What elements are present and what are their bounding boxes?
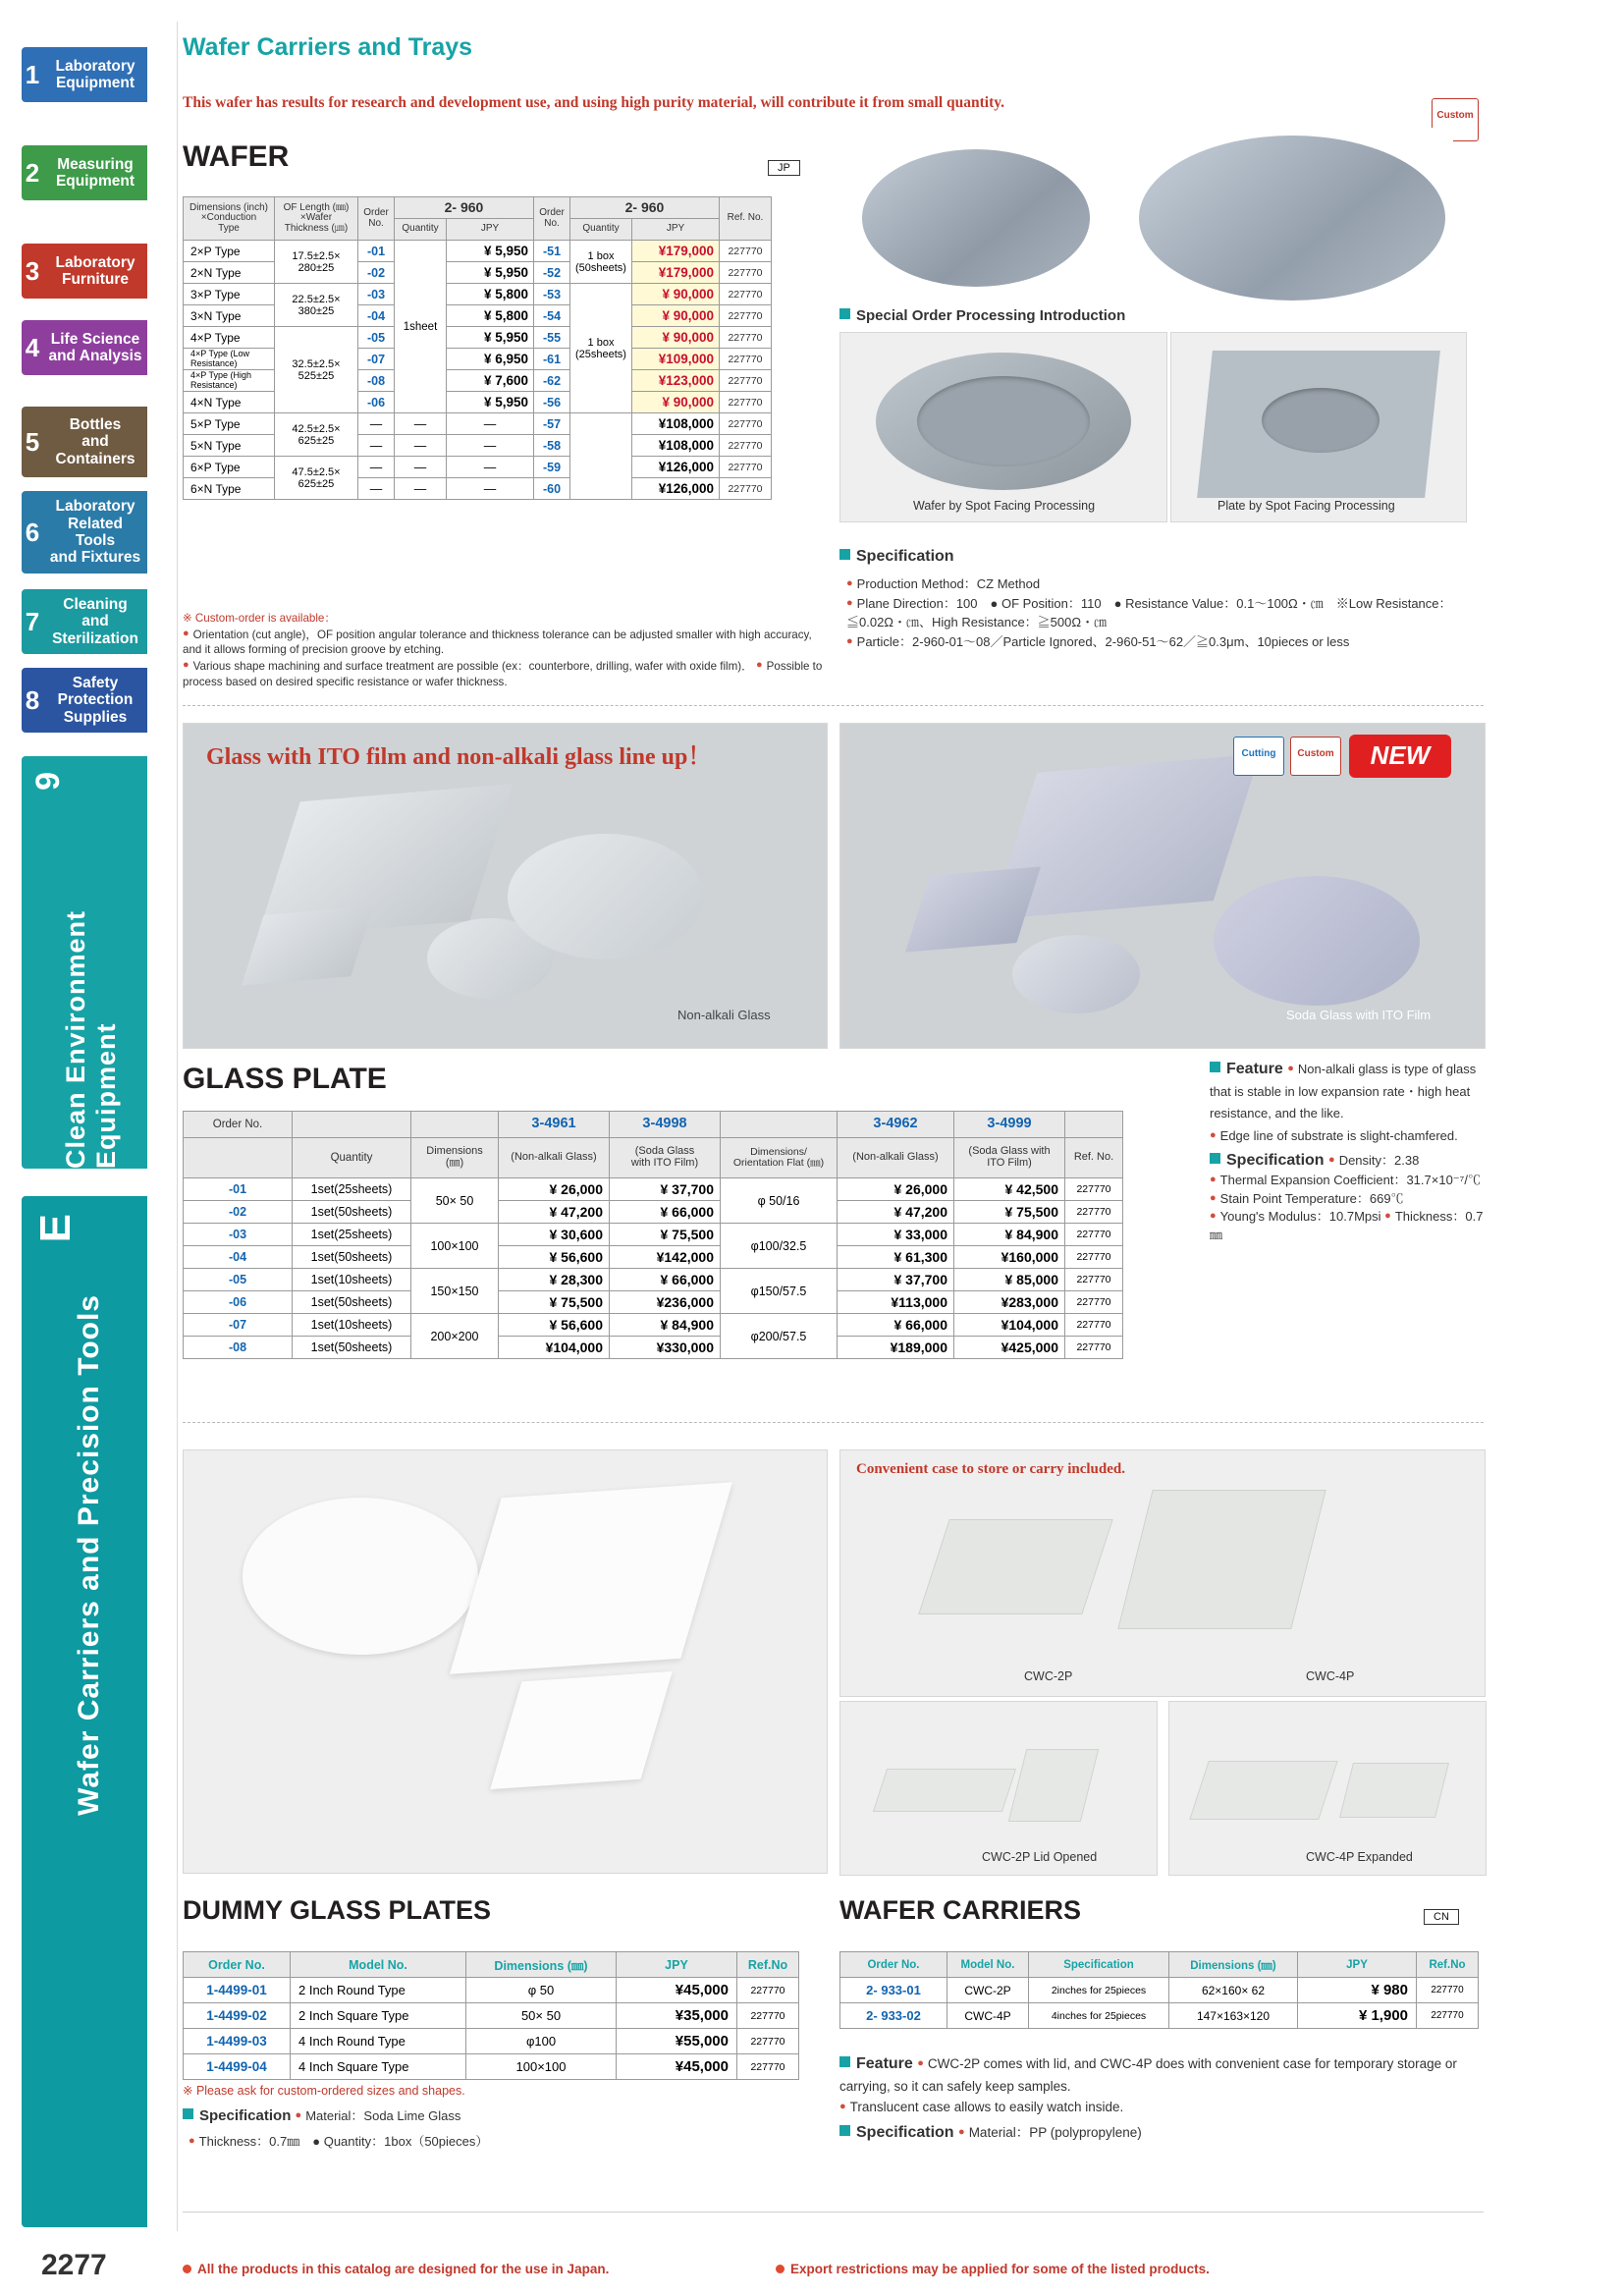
- carriers-spec-line: Material：PP (polypropylene): [968, 2124, 1142, 2140]
- dummy-spec-line-1: Material：Soda Lime Glass: [305, 2108, 461, 2123]
- divider-1: [183, 705, 1484, 706]
- cutting-badge-label: Cutting: [1241, 748, 1276, 759]
- sidebar-section-wafer-carriers[interactable]: [22, 1196, 147, 2227]
- case-caption-lid-opened: CWC-2P Lid Opened: [982, 1850, 1098, 1864]
- wafer-photo-round-2: [1129, 128, 1453, 304]
- wafer-photo-round-1: [844, 137, 1109, 295]
- sidebar-item-number: 3: [25, 256, 40, 286]
- page-lead: This wafer has results for research and development use, and using high purity material, will contribute it from small quantity.: [183, 94, 1005, 111]
- wafer-section-title: WAFER: [183, 140, 290, 173]
- sidebar-item-number: 7: [25, 607, 40, 636]
- sidebar-item-number: 2: [25, 158, 40, 188]
- glass-spec-line-4: Young's Modulus：10.7Mpsi: [1219, 1209, 1381, 1225]
- carriers-feature-title: Feature: [856, 2055, 913, 2072]
- cutting-badge: [1233, 737, 1284, 776]
- wafer-price-table: Dimensions (inch) ×Conduction Type OF Length (㎜) ×Wafer Thickness (㎛) Order No. 2- 960 Order No. 2- 960 Ref. No. Quantity JPY Quantity JPY 2×P Type 17.5±2.5× 280±25 -01 1sheet ¥ 5,950 -51 1 box (50sheets) ¥179,000 227770 2×N Type -02 ¥ 5,950 -52 ¥179,000 227770 3×P Type 22.5±2.5× 380±25 -03 ¥ 5,800 -53 1 box (25sheets) ¥ 90,000 227770 3×N Type -04 ¥ 5,800 -54 ¥ 90,000 227770 4×P Type 32.5±2.5× 525±25 -05 ¥ 5,950 -55 ¥ 90,000 227770 4×P Type (Low Resistance) -07 ¥ 6,950 -61 ¥109,000 227770 4×P Type (High Resistance) -08 ¥ 7,600 -62 ¥123,000 227770 4×N Type -06 ¥ 5,950 -56 ¥ 90,000 227770 5×P Type 42.5±2.5× 625±25 — — — -57 ¥108,000 227770 5×N Type — — — -58 ¥108,000 227770 6×P Type 47.5±2.5× 625±25 — — — -59 ¥126,000 227770 6×N Type — — — -60 ¥126,000 227770: [183, 196, 772, 500]
- case-headline: Convenient case to store or carry included.: [856, 1461, 1125, 1477]
- dummy-spec-title-text: Specification: [199, 2107, 292, 2124]
- dummy-note: ※ Please ask for custom-ordered sizes and shapes.: [183, 2084, 465, 2098]
- glass-plate-feature: Feature ● Non-alkali glass is type of glass that is stable in low expansion rate・high heat resistance, and the like. ● Edge line of substrate is slight-chamfered. Specification ● Density：2.38 ● Thermal Expansion Coefficient：31.7×10⁻⁷/℃ ● Stain Point Temperature：669℃ ● Young's Modulus：10.7Mpsi ● Thickness：0.7㎜: [1210, 1061, 1484, 1242]
- glass-spec-line-5: Thickness：0.7㎜: [1210, 1209, 1484, 1242]
- sidebar: [0, 0, 165, 2296]
- sidebar-item-cleaning-and-sterilization[interactable]: [22, 589, 147, 654]
- content-divider: [177, 22, 178, 2231]
- sidebar-item-laboratory-furniture[interactable]: [22, 244, 147, 299]
- wafer-spec-line-2: Plane Direction：100 ● OF Position：110 ● Resistance Value：0.1～100Ω・㎝ ※Low Resistance：≦0.02Ω・㎝、High Resistance：≧500Ω・㎝: [846, 595, 1452, 629]
- special-order-photo-plate: [1170, 332, 1467, 522]
- sidebar-item-laboratory-related-tools[interactable]: [22, 491, 147, 574]
- banner-non-alkali-glass: [183, 723, 828, 1049]
- dummy-spec-title: Specification ● Material：Soda Lime Glass: [183, 2105, 460, 2124]
- sidebar-item-safety-protection-supplies[interactable]: [22, 668, 147, 733]
- sidebar-item-number: 1: [25, 60, 40, 89]
- sidebar-item-label: Safety Protection Supplies: [57, 674, 134, 726]
- case-caption-cwc2p: CWC-2P: [1024, 1669, 1073, 1683]
- sidebar-item-number: 4: [25, 333, 40, 362]
- sidebar-item-label: Laboratory Equipment: [55, 57, 135, 91]
- carriers-spec-title: Specification: [856, 2123, 954, 2141]
- carriers-feature-line-1: CWC-2P comes with lid, and CWC-4P does with convenient case for temporary storage or carrying, so it can safely keep samples.: [839, 2056, 1457, 2095]
- footer-divider: [183, 2212, 1484, 2213]
- jp-origin-label: JP: [778, 162, 790, 174]
- banner-left-text: Glass with ITO film and non-alkali glass line up！: [206, 744, 712, 770]
- wafer-spec-line-3: Particle：2-960-01～08／Particle Ignored、2-960-51～62／≧0.3μm、10pieces or less: [856, 633, 1350, 649]
- special-order-title-text: Special Order Processing Introduction: [856, 307, 1126, 324]
- glass-plate-title: GLASS PLATE: [183, 1063, 387, 1095]
- wafer-carriers-table: Order No. Model No. Specification Dimensions (㎜) JPY Ref.No 2- 933-01 CWC-2P 2inches for 25pieces 62×160× 62 ¥ 980 227770 2- 933-02 CWC-4P 4inches for 25pieces 147×163×120 ¥ 1,900 227770: [839, 1951, 1479, 2029]
- sidebar-section-title: Wafer Carriers and Precision Tools: [73, 1294, 105, 1816]
- sidebar-item-number: 6: [25, 518, 40, 547]
- glass-feature-title: Feature: [1226, 1061, 1283, 1077]
- footer-note-right: [776, 2262, 1210, 2276]
- dummy-glass-photo: [183, 1449, 828, 1874]
- sidebar-item-label: Cleaning and Sterilization: [52, 595, 138, 647]
- glass-spec-line-1: Density：2.38: [1338, 1152, 1420, 1168]
- footer-note-left-text: All the products in this catalog are designed for the use in Japan.: [197, 2262, 610, 2276]
- glass-feature-line-2: Edge line of substrate is slight-chamfered.: [1219, 1128, 1458, 1144]
- special-order-caption-1: Wafer by Spot Facing Processing: [913, 499, 1096, 513]
- glass-spec-line-3: Stain Point Temperature：669℃: [1219, 1190, 1404, 1206]
- sidebar-item-label: Laboratory Related Tools and Fixtures: [49, 498, 141, 567]
- dummy-spec-line-2: Thickness：0.7㎜ ● Quantity：1box（50pieces）: [198, 2134, 489, 2149]
- sidebar-section-letter: E: [31, 1214, 80, 1243]
- wafer-note-3: Possible to process based on desired specific resistance or wafer thickness.: [183, 659, 823, 688]
- wafer-note-1: Orientation (cut angle)，OF position angular tolerance and thickness tolerance can be adjusted smaller with high accuracy, and it allows forming of precision groove by etching.: [183, 628, 812, 657]
- sidebar-item-label: Life Science and Analysis: [48, 330, 142, 364]
- carrier-case-photo: [839, 1449, 1486, 1697]
- banner-right-caption: Soda Glass with ITO Film: [1286, 1008, 1432, 1022]
- cn-origin-badge: [1424, 1909, 1459, 1925]
- custom-badge-banner-label: Custom: [1297, 748, 1334, 759]
- cn-origin-label: CN: [1434, 1911, 1449, 1923]
- sidebar-item-label: Measuring Equipment: [55, 155, 135, 190]
- dummy-glass-table: Order No. Model No. Dimensions (㎜) JPY Ref.No 1-4499-01 2 Inch Round Type φ 50 ¥45,000 227770 1-4499-02 2 Inch Square Type 50× 50 ¥35,000 227770 1-4499-03 4 Inch Round Type φ100 ¥55,000 227770 1-4499-04 4 Inch Square Type 100×100 ¥45,000 227770: [183, 1951, 799, 2080]
- custom-badge-label: Custom: [1436, 110, 1474, 121]
- carriers-feature: Feature ● CWC-2P comes with lid, and CWC-4P does with convenient case for temporary storage or carrying, so it can safely keep samples. ● Translucent case allows to easily watch inside. Specification ● Material：PP (polypropylene): [839, 2055, 1457, 2141]
- banner-left-caption: Non-alkali Glass: [677, 1008, 771, 1022]
- sidebar-item-label: Bottles and Containers: [55, 415, 135, 467]
- special-order-title: [839, 307, 1125, 324]
- sidebar-item-measuring-equipment[interactable]: [22, 145, 147, 200]
- case-caption-expanded: CWC-4P Expanded: [1306, 1850, 1413, 1864]
- special-order-caption-2: Plate by Spot Facing Processing: [1217, 499, 1395, 513]
- footer-note-right-text: Export restrictions may be applied for some of the listed products.: [790, 2262, 1210, 2276]
- custom-badge-banner: [1290, 737, 1341, 776]
- sidebar-item-life-science-and-analysis[interactable]: [22, 320, 147, 375]
- sidebar-item-number: 5: [25, 427, 40, 457]
- wafer-custom-notes: ※ Custom-order is available： ● Orientation (cut angle)，OF position angular tolerance and thickness tolerance can be adjusted smaller with high accuracy, and it allows forming of precision groove by etching. ● Various shape machining and surface treatment are possible (ex：counterbore, drilling, wafer with oxide film)． ● Possible to process based on desired specific resistance or wafer thickness.: [183, 612, 823, 688]
- divider-2: [183, 1422, 1484, 1423]
- sidebar-chapter-title: Clean Environment Equipment: [61, 909, 121, 1169]
- case-caption-cwc4p: CWC-4P: [1306, 1669, 1355, 1683]
- sidebar-item-number: 8: [25, 685, 40, 715]
- wafer-spec-body: ● Production Method：CZ Method ● Plane Direction：100 ● OF Position：110 ● Resistance Value：0.1～100Ω・㎝ ※Low Resistance：≦0.02Ω・㎝、High Resistance：≧500Ω・㎝ ● Particle：2-960-01～08／Particle Ignored、2-960-51～62／≧0.3μm、10pieces or less: [846, 576, 1452, 649]
- sidebar-chapter-number: 9: [29, 772, 67, 791]
- carriers-section-title: WAFER CARRIERS: [839, 1895, 1082, 1925]
- special-order-photo-wafer: [839, 332, 1167, 522]
- page-title: Wafer Carriers and Trays: [183, 33, 473, 61]
- sidebar-item-label: Laboratory Furniture: [55, 253, 135, 288]
- glass-spec-line-2: Thermal Expansion Coefficient：31.7×10⁻⁷/℃: [1219, 1173, 1481, 1188]
- wafer-notes-title: ※ Custom-order is available：: [183, 612, 336, 625]
- new-badge-label: NEW: [1370, 740, 1431, 770]
- carriers-feature-line-2: Translucent case allows to easily watch inside.: [849, 2100, 1124, 2115]
- footer-note-left: [183, 2262, 609, 2276]
- dummy-section-title: DUMMY GLASS PLATES: [183, 1895, 492, 1925]
- wafer-spec-line-1: Production Method：CZ Method: [856, 576, 1041, 591]
- dummy-spec-line-2-row: ● Thickness：0.7㎜ ● Quantity：1box（50pieces）: [189, 2134, 489, 2149]
- jp-origin-badge: [768, 160, 800, 176]
- new-badge: [1349, 735, 1451, 778]
- sidebar-chapter-clean-environment[interactable]: [22, 756, 147, 1169]
- page-number: 2277: [41, 2249, 107, 2281]
- wafer-spec-title: [839, 548, 954, 566]
- sidebar-item-bottles-and-containers[interactable]: [22, 407, 147, 477]
- wafer-spec-title-text: Specification: [856, 548, 954, 565]
- wafer-note-2: Various shape machining and surface treatment are possible (ex：counterbore, drilling, wafer with oxide film)．: [192, 659, 753, 673]
- glass-plate-price-table: Order No. 3-4961 3-4998 3-4962 3-4999 Quantity Dimensions (㎜) (Non-alkali Glass) (Soda Glass with ITO Film) Dimensions/ Orientation Flat (㎜) (Non-alkali Glass) (Soda Glass with ITO Film) Ref. No. -01 1set(25sheets) 50× 50 ¥ 26,000 ¥ 37,700 φ 50/16 ¥ 26,000 ¥ 42,500 227770 -02 1set(50sheets) ¥ 47,200 ¥ 66,000 ¥ 47,200 ¥ 75,500 227770 -03 1set(25sheets) 100×100 ¥ 30,600 ¥ 75,500 φ100/32.5 ¥ 33,000 ¥ 84,900 227770 -04 1set(50sheets) ¥ 56,600 ¥142,000 ¥ 61,300 ¥160,000 227770 -05 1set(10sheets) 150×150 ¥ 28,300 ¥ 66,000 φ150/57.5 ¥ 37,700 ¥ 85,000 227770 -06 1set(50sheets) ¥ 75,500 ¥236,000 ¥113,000 ¥283,000 227770 -07 1set(10sheets) 200×200 ¥ 56,600 ¥ 84,900 φ200/57.5 ¥ 66,000 ¥104,000 227770 -08 1set(50sheets) ¥104,000 ¥330,000 ¥189,000 ¥425,000 227770: [183, 1111, 1123, 1359]
- glass-spec-title: Specification: [1226, 1151, 1325, 1169]
- glass-feature-line-1: Non-alkali glass is type of glass that is stable in low expansion rate・high heat resistance, and the like.: [1210, 1062, 1477, 1121]
- sidebar-item-laboratory-equipment[interactable]: [22, 47, 147, 102]
